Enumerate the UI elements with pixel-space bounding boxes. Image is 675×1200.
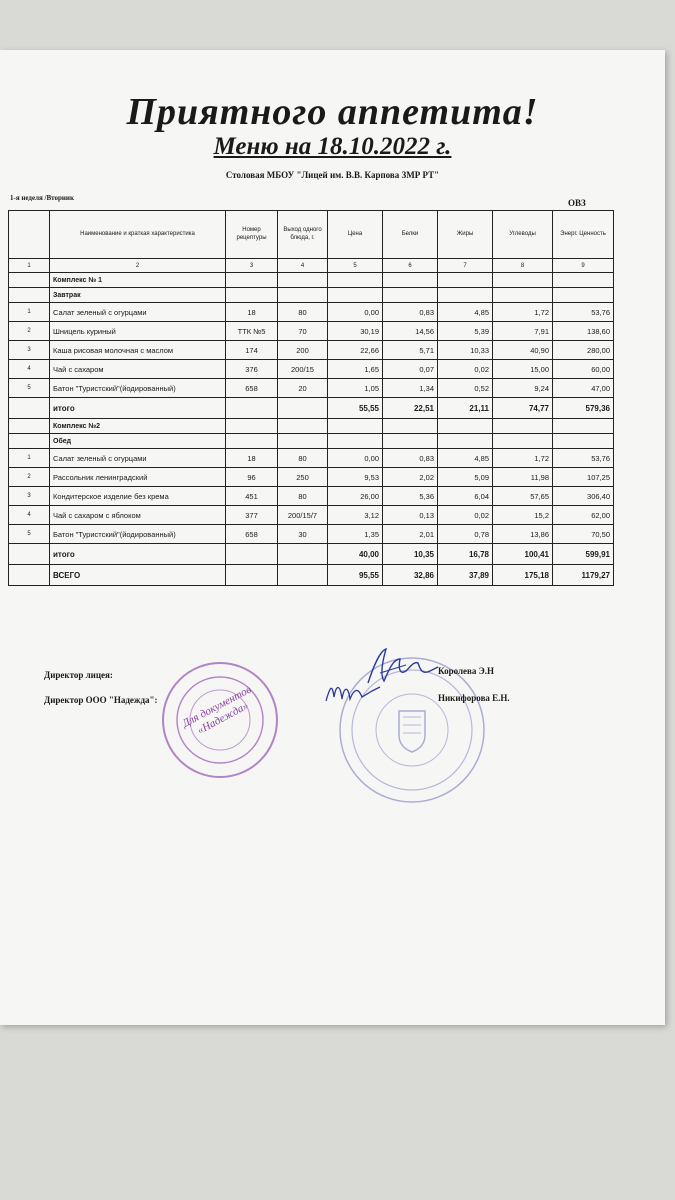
recipe-number: ТТК №5 [226, 322, 278, 341]
total-row [9, 544, 614, 565]
column-number-row [9, 259, 614, 273]
total-fat: 16,78 [438, 544, 493, 565]
header-price: Цена [328, 211, 383, 259]
header-fat: Жиры [438, 211, 493, 259]
protein: 2,02 [383, 468, 438, 487]
fat: 0,02 [438, 506, 493, 525]
col-number: 7 [438, 259, 493, 273]
total-energy: 579,36 [553, 398, 614, 419]
menu-item-row [9, 360, 614, 379]
header-protein: Белки [383, 211, 438, 259]
price: 30,19 [328, 322, 383, 341]
dish-name: Чай с сахаром с яблоком [50, 506, 226, 525]
portion-yield: 80 [278, 487, 328, 506]
energy: 70,50 [553, 525, 614, 544]
col-number: 6 [383, 259, 438, 273]
menu-item-row [9, 525, 614, 544]
carbs: 13,86 [493, 525, 553, 544]
header-yield: Выход одного блюда, г. [278, 211, 328, 259]
row-number: 4 [9, 506, 50, 525]
fat: 0,78 [438, 525, 493, 544]
total-energy: 599,91 [553, 544, 614, 565]
school-name: Столовая МБОУ "Лицей им. В.В. Карпова ЗМР РТ" [225, 170, 440, 180]
row-number: 4 [9, 360, 50, 379]
total-label: итого [50, 398, 226, 419]
protein: 14,56 [383, 322, 438, 341]
diet-label: ОВЗ [568, 198, 586, 208]
fat: 5,39 [438, 322, 493, 341]
section-row [9, 288, 614, 303]
menu-item-row [9, 487, 614, 506]
col-number: 3 [226, 259, 278, 273]
portion-yield: 30 [278, 525, 328, 544]
menu-item-row [9, 379, 614, 398]
total-price: 55,55 [328, 398, 383, 419]
menu-date-title: Меню на 18.10.2022 г. [213, 133, 452, 160]
col-number: 2 [50, 259, 226, 273]
menu-table [8, 210, 614, 586]
total-carbs: 100,41 [493, 544, 553, 565]
total-price: 40,00 [328, 544, 383, 565]
menu-item-row [9, 449, 614, 468]
lunch-label: Обед [50, 434, 226, 449]
row-number: 3 [9, 341, 50, 360]
carbs: 15,00 [493, 360, 553, 379]
protein: 0,13 [383, 506, 438, 525]
protein: 5,71 [383, 341, 438, 360]
recipe-number: 96 [226, 468, 278, 487]
section-row [9, 434, 614, 449]
energy: 280,00 [553, 341, 614, 360]
dish-name: Батон "Туристский"(йодированный) [50, 379, 226, 398]
menu-item-row [9, 341, 614, 360]
director-ooo-name: Никифорова Е.Н. [438, 693, 510, 703]
fat: 4,85 [438, 449, 493, 468]
fat: 10,33 [438, 341, 493, 360]
dish-name: Салат зеленый с огурцами [50, 303, 226, 322]
recipe-number: 377 [226, 506, 278, 525]
dish-name: Рассольник ленинградский [50, 468, 226, 487]
dish-name: Чай с сахаром [50, 360, 226, 379]
complex-1-rows [9, 303, 614, 398]
energy: 107,25 [553, 468, 614, 487]
director-lyceum-label: Директор лицея: [44, 670, 113, 680]
row-number: 3 [9, 487, 50, 506]
director-lyceum-name: Королева Э.Н [438, 666, 494, 676]
row-number: 2 [9, 468, 50, 487]
dish-name: Кондитерское изделие без крема [50, 487, 226, 506]
col-number: 8 [493, 259, 553, 273]
price: 9,53 [328, 468, 383, 487]
dish-name: Батон "Туристский"(йодированный) [50, 525, 226, 544]
menu-item-row [9, 468, 614, 487]
protein: 0,83 [383, 303, 438, 322]
portion-yield: 200/15 [278, 360, 328, 379]
price: 22,66 [328, 341, 383, 360]
recipe-number: 18 [226, 449, 278, 468]
carbs: 1,72 [493, 449, 553, 468]
protein: 2,01 [383, 525, 438, 544]
complex-1-label: Комплекс № 1 [50, 273, 226, 288]
price: 0,00 [328, 303, 383, 322]
table-header-row [9, 211, 614, 259]
recipe-number: 18 [226, 303, 278, 322]
protein: 1,34 [383, 379, 438, 398]
portion-yield: 200 [278, 341, 328, 360]
section-row [9, 273, 614, 288]
grand-total-protein: 32,86 [383, 565, 438, 586]
price: 26,00 [328, 487, 383, 506]
portion-yield: 20 [278, 379, 328, 398]
fat: 0,02 [438, 360, 493, 379]
carbs: 9,24 [493, 379, 553, 398]
energy: 60,00 [553, 360, 614, 379]
dish-name: Каша рисовая молочная с маслом [50, 341, 226, 360]
header-energy: Энерг. Ценность [553, 211, 614, 259]
portion-yield: 70 [278, 322, 328, 341]
portion-yield: 80 [278, 303, 328, 322]
section-row [9, 419, 614, 434]
grand-total-price: 95,55 [328, 565, 383, 586]
energy: 306,40 [553, 487, 614, 506]
total-protein: 22,51 [383, 398, 438, 419]
row-number: 5 [9, 379, 50, 398]
total-label: итого [50, 544, 226, 565]
signature-icon [322, 675, 382, 710]
protein: 5,36 [383, 487, 438, 506]
row-number: 1 [9, 303, 50, 322]
energy: 138,60 [553, 322, 614, 341]
portion-yield: 200/15/7 [278, 506, 328, 525]
energy: 53,76 [553, 449, 614, 468]
price: 0,00 [328, 449, 383, 468]
grand-total-energy: 1179,27 [553, 565, 614, 586]
energy: 53,76 [553, 303, 614, 322]
protein: 0,83 [383, 449, 438, 468]
col-number: 5 [328, 259, 383, 273]
carbs: 15,2 [493, 506, 553, 525]
col-number: 4 [278, 259, 328, 273]
carbs: 57,65 [493, 487, 553, 506]
total-fat: 21,11 [438, 398, 493, 419]
complex-2-rows [9, 449, 614, 544]
director-ooo-label: Директор ООО "Надежда": [44, 695, 158, 705]
price: 3,12 [328, 506, 383, 525]
col-number: 1 [9, 259, 50, 273]
price: 1,35 [328, 525, 383, 544]
fat: 6,04 [438, 487, 493, 506]
recipe-number: 174 [226, 341, 278, 360]
page-title: Приятного аппетита! [126, 91, 539, 133]
carbs: 7,91 [493, 322, 553, 341]
complex-2-label: Комплекс №2 [50, 419, 226, 434]
carbs: 11,98 [493, 468, 553, 487]
total-row [9, 398, 614, 419]
recipe-number: 658 [226, 525, 278, 544]
header-name: Наименование и краткая характеристика [50, 211, 226, 259]
recipe-number: 451 [226, 487, 278, 506]
recipe-number: 376 [226, 360, 278, 379]
total-protein: 10,35 [383, 544, 438, 565]
carbs: 40,90 [493, 341, 553, 360]
menu-item-row [9, 506, 614, 525]
fat: 4,85 [438, 303, 493, 322]
row-number: 1 [9, 449, 50, 468]
header-recipe: Номер рецептуры [226, 211, 278, 259]
menu-sheet [0, 50, 665, 1025]
portion-yield: 250 [278, 468, 328, 487]
price: 1,05 [328, 379, 383, 398]
col-number: 9 [553, 259, 614, 273]
price: 1,65 [328, 360, 383, 379]
energy: 47,00 [553, 379, 614, 398]
grand-total-carbs: 175,18 [493, 565, 553, 586]
menu-item-row [9, 303, 614, 322]
recipe-number: 658 [226, 379, 278, 398]
fat: 5,09 [438, 468, 493, 487]
grand-total-fat: 37,89 [438, 565, 493, 586]
header-carbs: Углеводы [493, 211, 553, 259]
portion-yield: 80 [278, 449, 328, 468]
week-day-label: 1-я неделя /Вторник [10, 194, 74, 202]
grand-total-label: ВСЕГО [50, 565, 226, 586]
menu-item-row [9, 322, 614, 341]
company-stamp [160, 660, 280, 780]
dish-name: Шницель куриный [50, 322, 226, 341]
breakfast-label: Завтрак [50, 288, 226, 303]
row-number: 5 [9, 525, 50, 544]
dish-name: Салат зеленый с огурцами [50, 449, 226, 468]
header-num [9, 211, 50, 259]
grand-total-row [9, 565, 614, 586]
energy: 62,00 [553, 506, 614, 525]
protein: 0,07 [383, 360, 438, 379]
row-number: 2 [9, 322, 50, 341]
total-carbs: 74,77 [493, 398, 553, 419]
fat: 0,52 [438, 379, 493, 398]
stamp-center-text: Для документов «Надежда» [180, 683, 254, 737]
carbs: 1,72 [493, 303, 553, 322]
